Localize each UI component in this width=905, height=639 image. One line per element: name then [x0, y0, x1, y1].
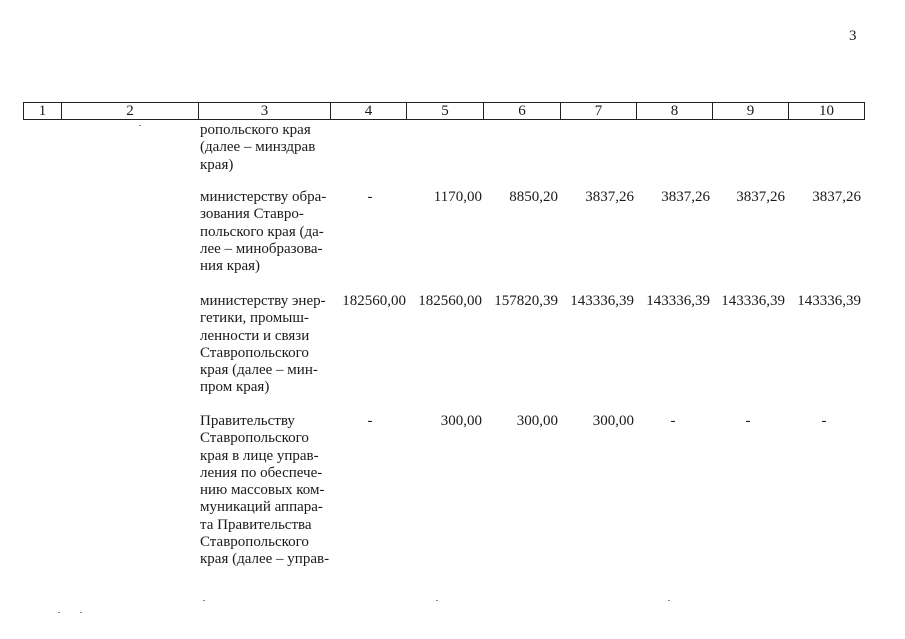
column-header-5: 5 [407, 103, 484, 120]
value-col-8: 3837,26 [661, 189, 710, 205]
value-col-4: - [367, 189, 373, 205]
value-col-5: 300,00 [440, 413, 482, 429]
column-header-8: 8 [637, 103, 713, 120]
scan-speck [58, 612, 60, 613]
column-header-1: 1 [24, 103, 62, 120]
value-col-8: - [670, 413, 676, 429]
scan-speck [139, 125, 141, 126]
column-header-7: 7 [561, 103, 637, 120]
value-col-6: 8850,20 [509, 189, 558, 205]
value-col-9: - [745, 413, 751, 429]
value-col-5: 1170,00 [433, 189, 482, 205]
column-header-4: 4 [331, 103, 407, 120]
value-col-10: 143336,39 [797, 293, 861, 309]
scan-speck [203, 600, 205, 601]
column-header-6: 6 [484, 103, 561, 120]
scan-speck [668, 600, 670, 601]
value-col-7: 143336,39 [570, 293, 634, 309]
column-header-10: 10 [789, 103, 865, 120]
value-col-7: 3837,26 [585, 189, 634, 205]
value-col-8: 143336,39 [646, 293, 710, 309]
column-header-9: 9 [713, 103, 789, 120]
row-description: министерству обра- зования Ставро- польского края (да- лее – минобразова- ния края) [200, 189, 327, 275]
page-number: 3 [849, 28, 857, 44]
column-header-row [23, 102, 865, 120]
scan-speck [80, 612, 82, 613]
value-col-5: 182560,00 [418, 293, 482, 309]
scan-speck [436, 600, 438, 601]
value-col-4: - [367, 413, 373, 429]
value-col-6: 157820,39 [494, 293, 558, 309]
value-col-9: 3837,26 [736, 189, 785, 205]
row-description: ропольского края (далее – минздрав края) [200, 122, 316, 173]
value-col-10: - [821, 413, 827, 429]
value-col-10: 3837,26 [812, 189, 861, 205]
column-header-2: 2 [62, 103, 199, 120]
value-col-9: 143336,39 [721, 293, 785, 309]
value-col-6: 300,00 [516, 413, 558, 429]
row-description: Правительству Ставропольского края в лице управ- ления по обеспече- нию массовых ком- муникаций аппара- та Правительства Ставропольского края (далее – управ- [200, 413, 330, 568]
value-col-7: 300,00 [592, 413, 634, 429]
row-description: министерству энер- гетики, промыш- ленности и связи Ставропольского края (далее – мин- пром края) [200, 293, 326, 396]
value-col-4: 182560,00 [342, 293, 406, 309]
column-header-3: 3 [199, 103, 331, 120]
